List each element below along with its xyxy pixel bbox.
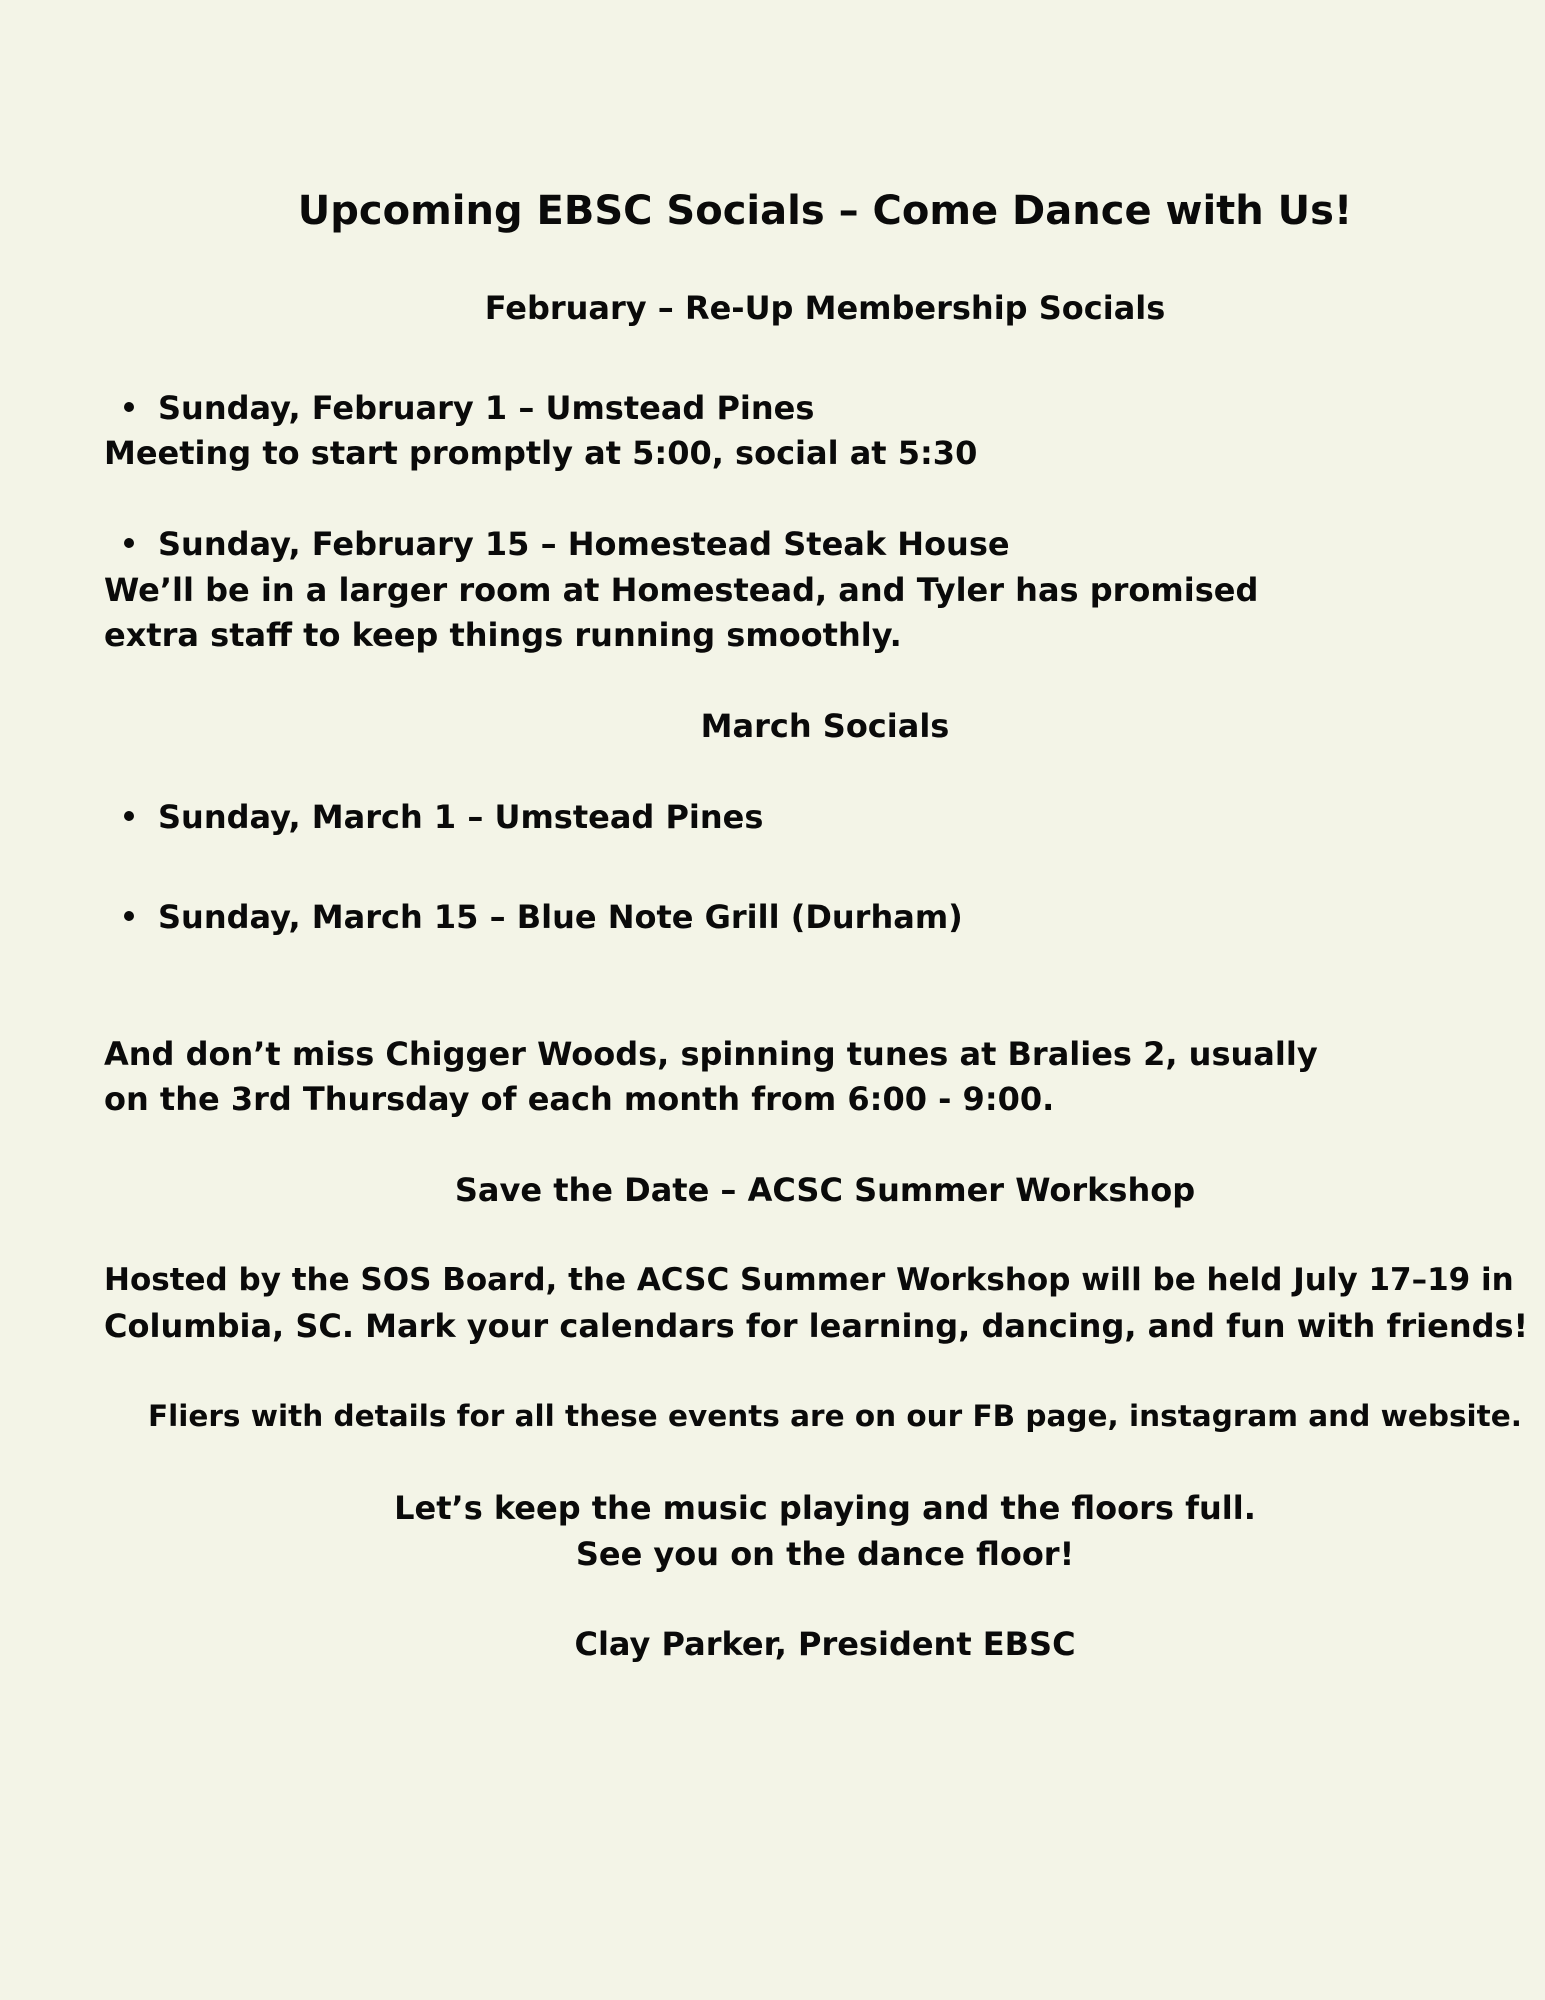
bullet-icon: [124, 402, 134, 412]
event-detail: extra staff to keep things running smoothly.: [104, 616, 902, 654]
workshop-line: Hosted by the SOS Board, the ACSC Summer Workshop will be held July 17–19 in: [104, 1262, 1514, 1298]
bullet-icon: [124, 811, 134, 821]
february-heading: February – Re-Up Membership Socials: [484, 289, 1166, 327]
workshop-line: Columbia, SC. Mark your calendars for learning, dancing, and fun with friends!: [104, 1307, 1529, 1345]
bullet-icon: [124, 911, 134, 921]
event-label: Sunday, February 15 – Homestead Steak House: [158, 525, 1010, 563]
march-heading: March Socials: [700, 707, 950, 745]
event-label: Sunday, March 15 – Blue Note Grill (Durham): [158, 898, 963, 936]
event-label: Sunday, February 1 – Umstead Pines: [158, 389, 815, 427]
event-detail: We’ll be in a larger room at Homestead, and Tyler has promised: [104, 571, 1259, 609]
fliers-note: Fliers with details for all these events are on our FB page, instagram and website.: [148, 1399, 1522, 1433]
list-item-feb-15: [124, 526, 1010, 563]
chigger-line: on the 3rd Thursday of each month from 6:00 - 9:00.: [104, 1080, 1055, 1118]
workshop-heading: Save the Date – ACSC Summer Workshop: [454, 1171, 1196, 1209]
event-detail: Meeting to start promptly at 5:00, social at 5:30: [104, 434, 978, 472]
signature: Clay Parker, President EBSC: [574, 1625, 1076, 1663]
list-item-feb-1: [124, 390, 814, 427]
event-label: Sunday, March 1 – Umstead Pines: [158, 798, 764, 836]
closing-line: Let’s keep the music playing and the floors full.: [394, 1489, 1256, 1527]
page-title: Upcoming EBSC Socials – Come Dance with Us!: [297, 188, 1353, 234]
chigger-line: And don’t miss Chigger Woods, spinning tunes at Bralies 2, usually: [104, 1035, 1318, 1073]
bullet-icon: [124, 538, 134, 548]
closing-line: See you on the dance floor!: [575, 1535, 1075, 1573]
list-item-mar-15: [124, 899, 963, 936]
list-item-mar-1: [124, 799, 763, 836]
